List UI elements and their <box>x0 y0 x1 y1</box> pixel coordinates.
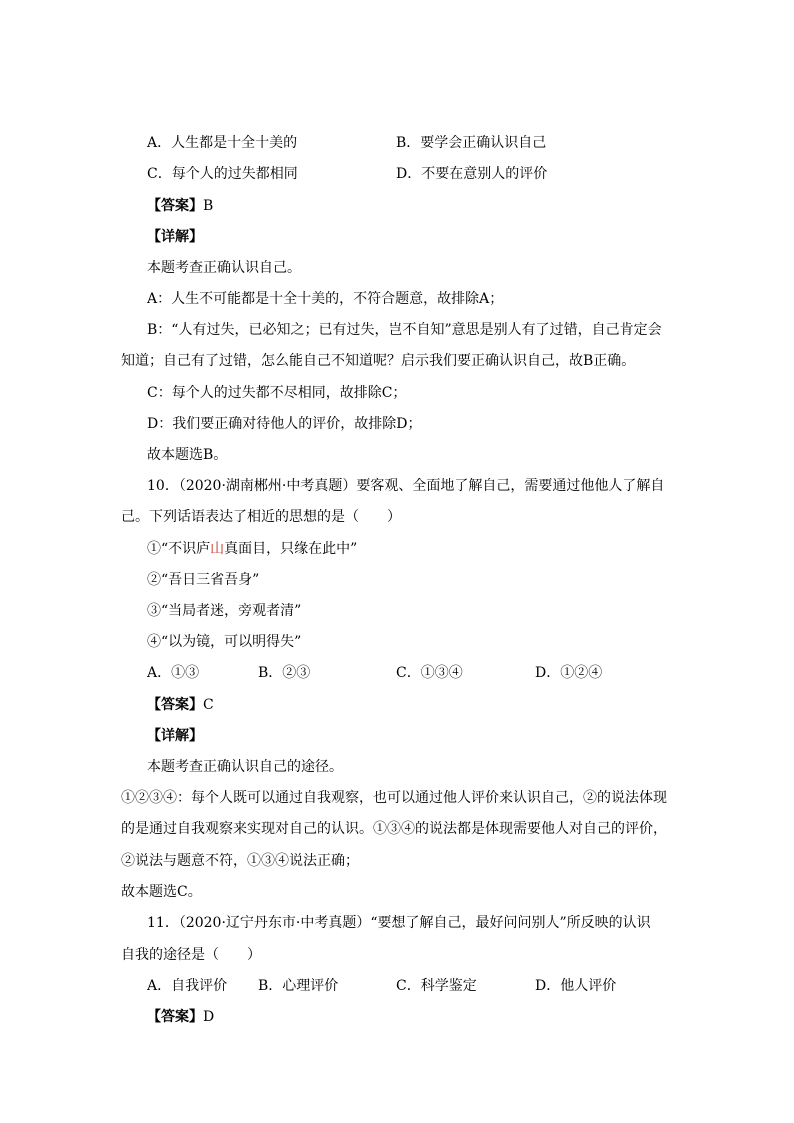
q10-answer <box>147 695 214 715</box>
q10-explain-line: 故本题选C。 <box>121 884 202 900</box>
q10-stem-line-1: 10．（2020·湖南郴州·中考真题）要客观、全面地了解自己，需要通过他他人了解自 <box>147 478 665 494</box>
q9-explain-label: 【详解】 <box>147 229 203 245</box>
q9-explain-line: B：“人有过失，已必知之；已有过失，岂不自知”意思是别人有了过错，自己肯定会 <box>147 322 662 338</box>
q10-option-c: C．①③④ <box>396 665 463 681</box>
q10-item-3: ③“当局者迷，旁观者清” <box>147 603 302 619</box>
q10-item-1 <box>147 539 357 559</box>
q10-option-d: D．①②④ <box>535 665 603 681</box>
q9-explain-line: C：每个人的过失都不尽相同，故排除C； <box>147 385 407 401</box>
q9-option-a: A．人生都是十全十美的 <box>147 135 298 151</box>
q10-item-1-text: ①“不识庐 <box>147 541 211 557</box>
q9-explain-line: 本题考查正确认识自己。 <box>147 260 301 276</box>
q10-item-4: ④“以为镜，可以明得失” <box>147 634 302 650</box>
q10-explain-line: ②说法与题意不符，①③④说法正确； <box>121 853 359 869</box>
answer-label: 【答案】 <box>147 198 203 214</box>
q10-item-2: ②“吾日三省吾身” <box>147 572 260 588</box>
q11-option-c: C．科学鉴定 <box>396 978 477 994</box>
q9-explain-line: A：人生不可能都是十全十美的，不符合题意，故排除A； <box>147 291 504 307</box>
answer-value: B <box>203 198 214 214</box>
q11-option-a: A．自我评价 <box>147 978 228 994</box>
q9-explain-line: 知道；自己有了过错，怎么能自己不知道呢？启示我们要正确认识自己，故B正确。 <box>121 353 636 369</box>
q10-item-1-highlight: 山 <box>210 541 225 557</box>
q9-option-d: D．不要在意别人的评价 <box>396 166 548 182</box>
q9-explain-line: 故本题选B。 <box>147 447 228 463</box>
q11-answer <box>147 1007 214 1027</box>
q11-stem-line-1: 11．（2020·辽宁丹东市·中考真题）“要想了解自己，最好问问别人”所反映的认识 <box>147 915 651 931</box>
answer-label: 【答案】 <box>147 1009 203 1025</box>
answer-value: C <box>203 697 214 713</box>
q9-option-b: B．要学会正确认识自己 <box>396 135 547 151</box>
q10-option-b: B．②③ <box>258 665 311 681</box>
q11-stem-line-2: 自我的途径是（ ） <box>121 947 261 963</box>
q11-option-b: B．心理评价 <box>258 978 339 994</box>
q10-explain-line: 本题考查正确认识自己的途径。 <box>147 759 343 775</box>
q10-item-1-text-end: 真面目，只缘在此中” <box>224 541 358 557</box>
q9-explain-line: D：我们要正确对待他人的评价，故排除D； <box>147 416 422 432</box>
q9-option-c: C．每个人的过失都相同 <box>147 166 298 182</box>
answer-value: D <box>203 1009 215 1025</box>
q9-answer <box>147 196 213 216</box>
q11-option-d: D．他人评价 <box>535 978 617 994</box>
answer-label: 【答案】 <box>147 697 203 713</box>
q10-stem-line-2: 己。下列话语表达了相近的思想的是（ ） <box>121 509 401 525</box>
q10-explain-line: ①②③④：每个人既可以通过自我观察，也可以通过他人评价来认识自己，②的说法体现 <box>121 790 667 806</box>
q10-explain-label: 【详解】 <box>147 728 203 744</box>
q10-option-a: A．①③ <box>147 665 200 681</box>
q10-explain-line: 的是通过自我观察来实现对自己的认识。①③④的说法都是体现需要他人对自己的评价， <box>121 821 667 837</box>
